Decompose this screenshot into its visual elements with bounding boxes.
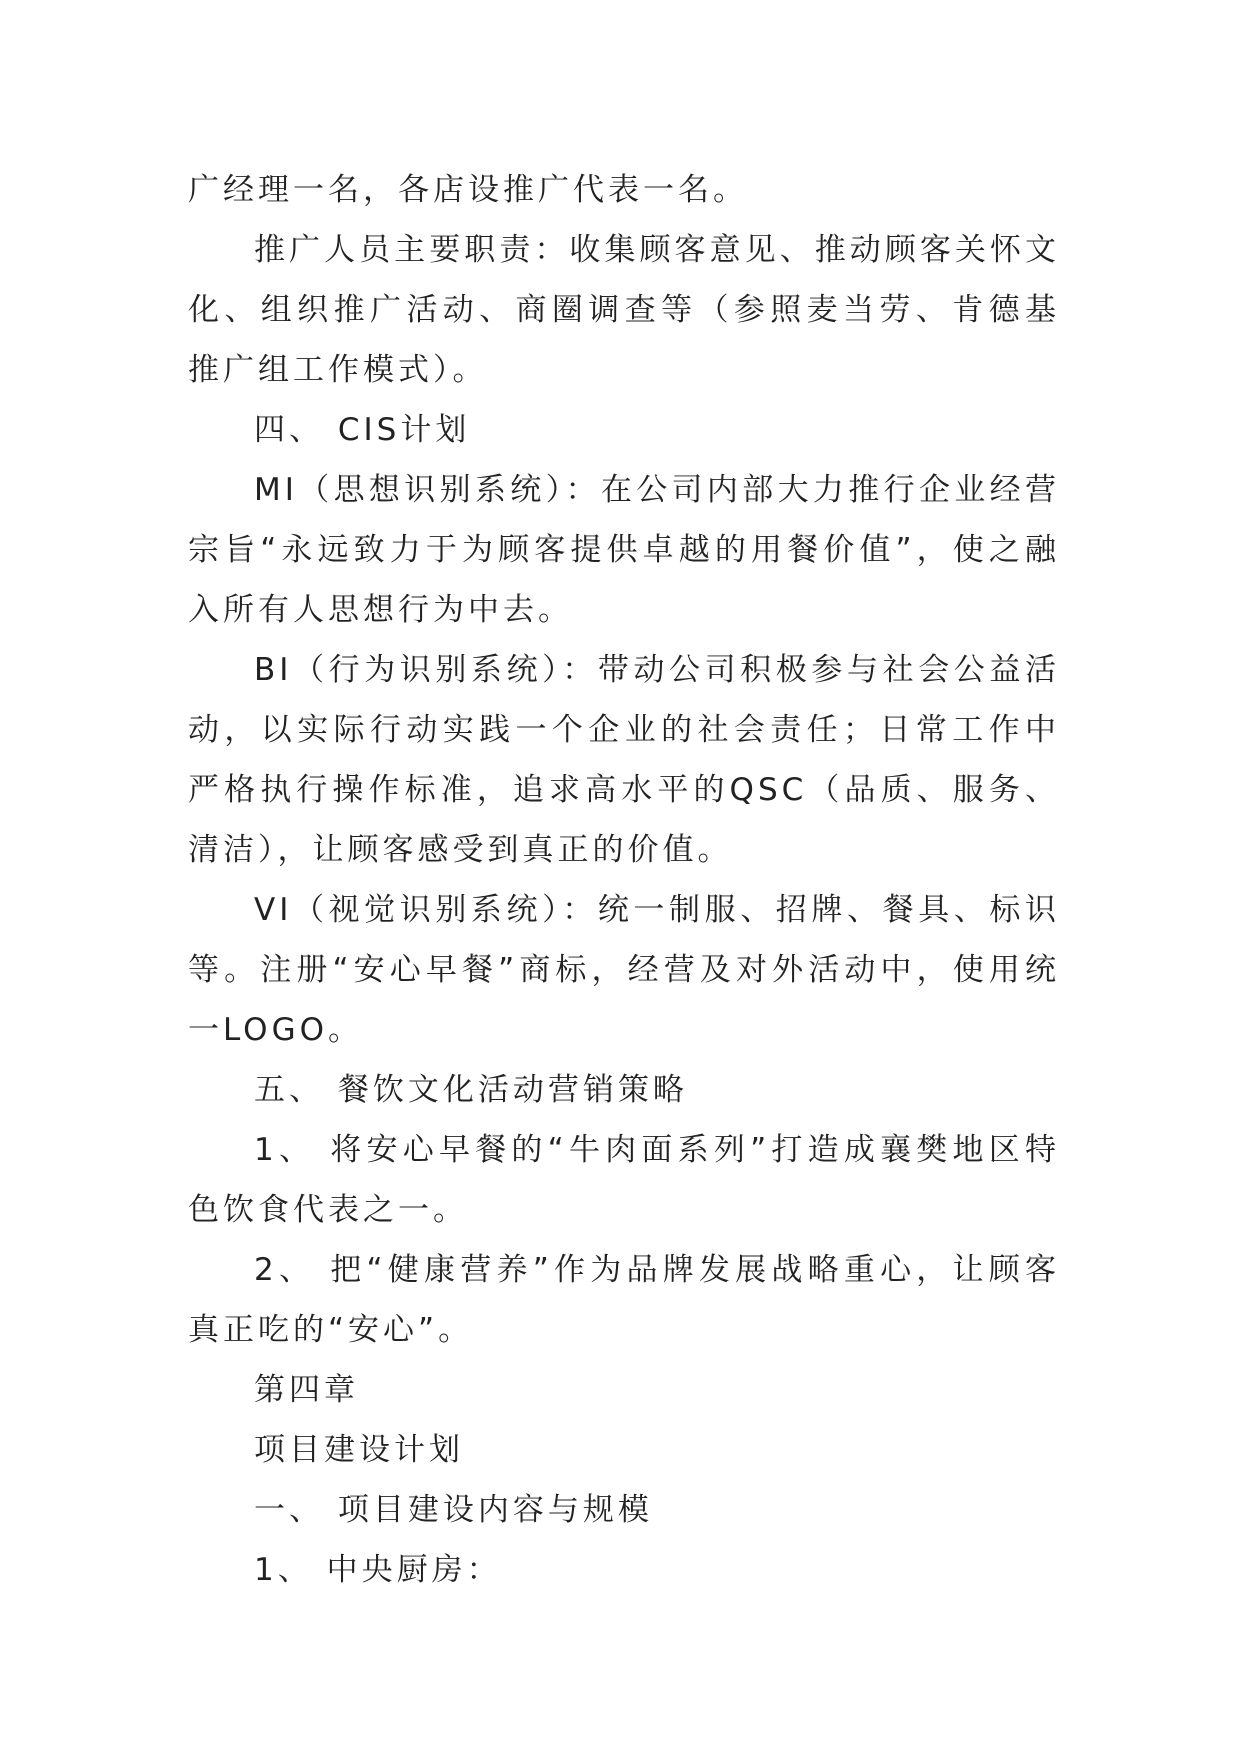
- subsection-heading-central-kitchen: 1、 中央厨房：: [254, 1552, 502, 1588]
- paragraph-bi: BI（行为识别系统）：带动公司积极参与社会公益活动，以实际行动实践一个企业的社会责任；日常工作中严格执行操作标准，追求高水平的QSC（品质、服务、清洁），让顾客感受到真正的价值。: [188, 652, 1060, 868]
- paragraph-vi: VI（视觉识别系统）：统一制服、招牌、餐具、标识等。注册“安心早餐”商标，经营及对外活动中，使用统一LOGO。: [188, 892, 1060, 1048]
- list-item-health-nutrition: 2、 把“健康营养”作为品牌发展战略重心，让顾客真正吃的“安心”。: [188, 1252, 1060, 1348]
- section-heading-project-scope: 一、 项目建设内容与规模: [254, 1492, 653, 1528]
- chapter-title: 项目建设计划: [254, 1432, 464, 1468]
- chapter-heading: 第四章: [254, 1372, 359, 1408]
- paragraph-continuation: 广经理一名，各店设推广代表一名。: [188, 172, 748, 208]
- section-heading-cis-plan: 四、 CIS计划: [254, 412, 471, 448]
- paragraph-promotion-duties: 推广人员主要职责：收集顾客意见、推动顾客关怀文化、组织推广活动、商圈调查等（参照麦当劳、肯德基推广组工作模式）。: [188, 232, 1060, 388]
- paragraph-mi: MI（思想识别系统）：在公司内部大力推行企业经营宗旨“永远致力于为顾客提供卓越的用餐价值”，使之融入所有人思想行为中去。: [188, 472, 1060, 628]
- list-item-beef-noodles: 1、 将安心早餐的“牛肉面系列”打造成襄樊地区特色饮食代表之一。: [188, 1132, 1060, 1228]
- document-body: [188, 160, 1060, 1600]
- section-heading-marketing-strategy: 五、 餐饮文化活动营销策略: [254, 1072, 688, 1108]
